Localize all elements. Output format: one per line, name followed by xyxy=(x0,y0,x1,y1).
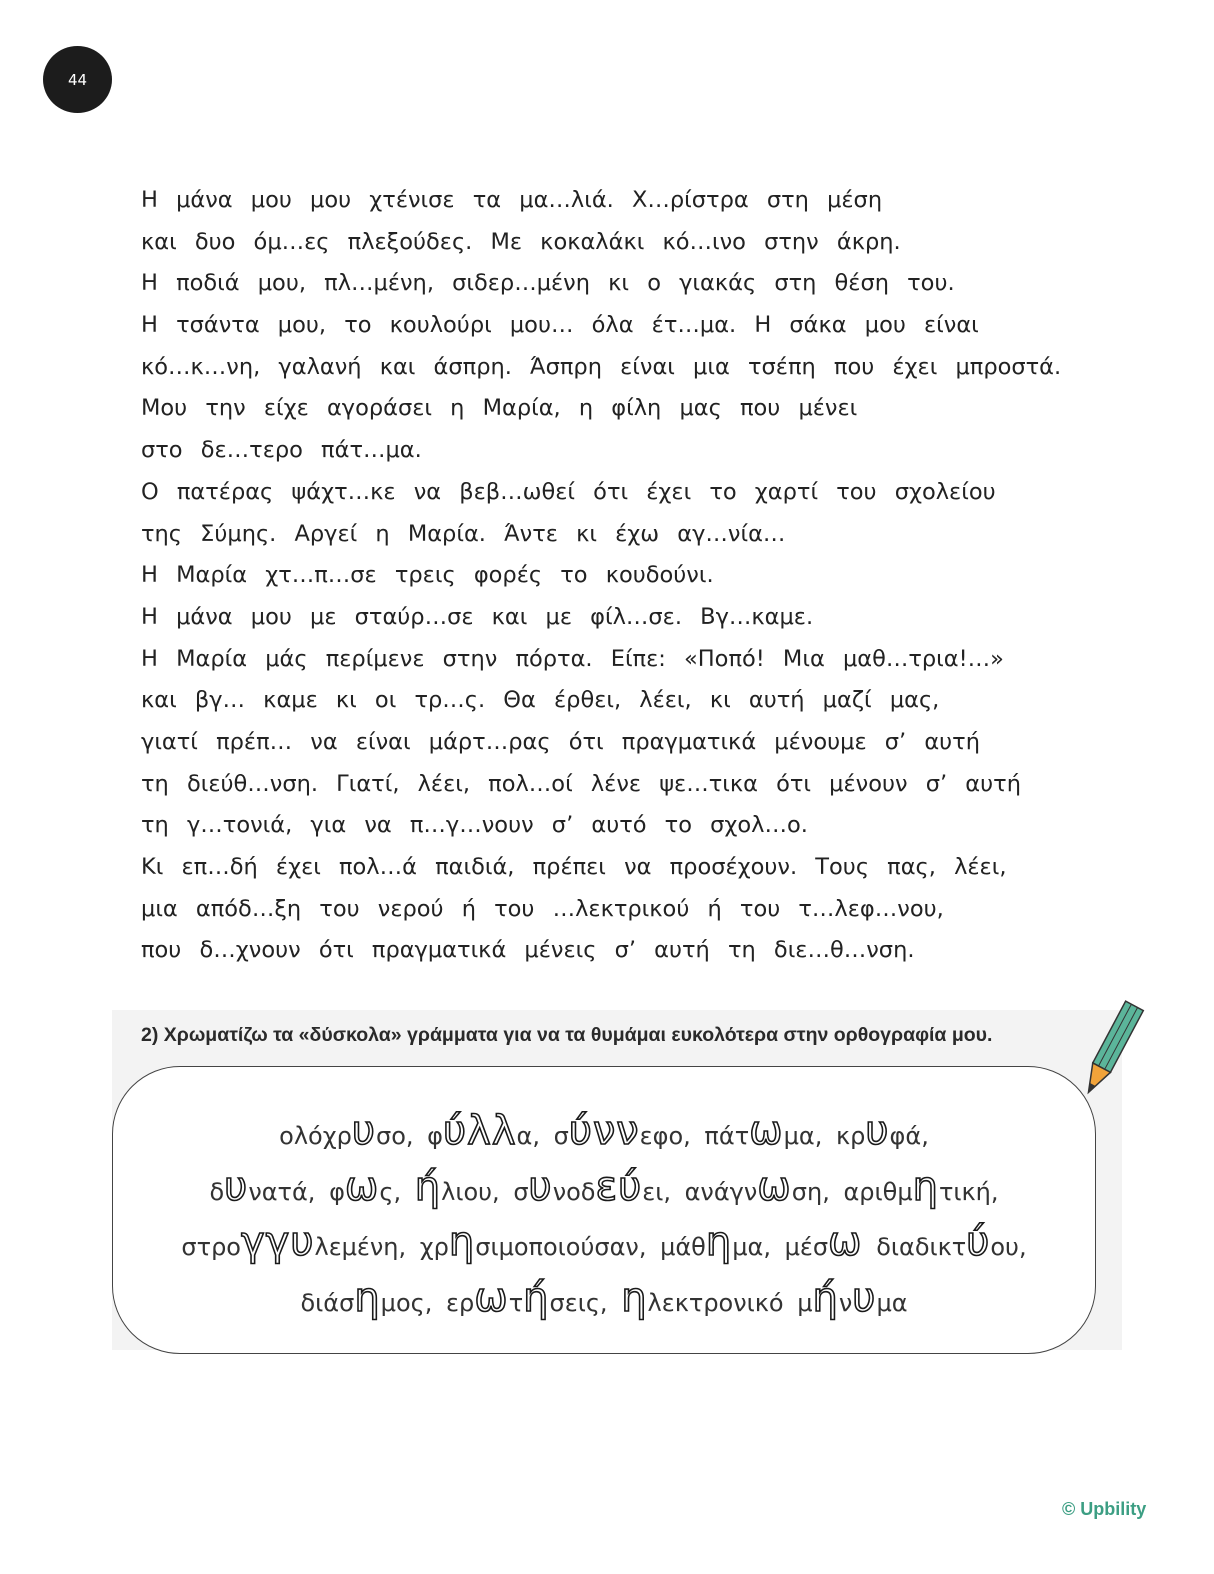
word-part: σο, xyxy=(375,1122,414,1150)
outlined-letters[interactable]: ύνν xyxy=(568,1108,640,1154)
exercise-line: μια απόδ…ξη του νερού ή του …λεκτρικού ή του τ…λεφ…νου, xyxy=(141,895,944,922)
outlined-letters[interactable]: εύ xyxy=(595,1163,643,1210)
word-part: σεις, xyxy=(549,1288,608,1317)
exercise-line: Η Μαρία μάς περίμενε στην πόρτα. Είπε: «Ποπό! Μια μαθ…τρια!…» xyxy=(141,645,1004,672)
word xyxy=(279,1108,414,1154)
word-line xyxy=(112,1271,1096,1327)
word-part: ς, xyxy=(379,1177,402,1206)
word-part: νοδ xyxy=(552,1177,596,1206)
exercise-line: Ο πατέρας ψάχτ…κε να βεβ…ωθεί ότι έχει το χαρτί του σχολείου xyxy=(141,478,996,505)
exercise-line: της Σύμης. Αργεί η Μαρία. Άντε κι έχω αγ…νία… xyxy=(141,520,786,547)
word-part: ανάγν xyxy=(684,1177,758,1206)
word-part: φ xyxy=(329,1177,345,1206)
word xyxy=(329,1163,402,1210)
exercise-line: και βγ… καμε κι οι τρ…ς. Θα έρθει, λέει, κι αυτή μαζί μας, xyxy=(141,687,940,714)
word-part: ερ xyxy=(445,1288,475,1317)
outlined-letters[interactable]: υ xyxy=(224,1163,249,1210)
word-part: μα xyxy=(876,1288,908,1317)
word xyxy=(660,1219,771,1266)
outlined-letters[interactable]: υ xyxy=(528,1163,553,1210)
word xyxy=(419,1219,647,1266)
outlined-letters[interactable]: ύ xyxy=(966,1219,991,1266)
word-list xyxy=(112,1104,1096,1326)
outlined-letters[interactable]: ω xyxy=(344,1163,380,1210)
word xyxy=(684,1163,830,1210)
exercise-line: Η τσάντα μου, το κουλούρι μου… όλα έτ…μα. Η σάκα μου είναι xyxy=(141,312,979,339)
outlined-letters[interactable]: υ xyxy=(852,1274,877,1321)
page-number: 44 xyxy=(67,70,88,89)
word-part: ν xyxy=(838,1288,853,1317)
outlined-letters[interactable]: η xyxy=(705,1219,733,1266)
word xyxy=(513,1163,671,1210)
word-line xyxy=(112,1104,1096,1160)
word xyxy=(553,1108,691,1154)
outlined-letters[interactable]: γγυ xyxy=(240,1219,315,1266)
outlined-letters[interactable]: υ xyxy=(865,1108,890,1154)
word-part: μος, xyxy=(380,1288,433,1317)
exercise-line: Κι επ…δή έχει πολ…ά παιδιά, πρέπει να προσέχουν. Τους πας, λέει, xyxy=(141,854,1007,880)
word-part: ολόχρ xyxy=(279,1122,352,1150)
word-part: ει, xyxy=(642,1177,671,1206)
word-part: λεμένη, xyxy=(314,1233,407,1262)
exercise-line: που δ…χνουν ότι πραγματικά μένεις σ’ αυτή τη διε…θ…νση. xyxy=(141,937,915,964)
word-part: τ xyxy=(508,1288,524,1317)
exercise-line: τη γ…τονιά, για να π…γ…νουν σ’ αυτό το σχολ…ο. xyxy=(141,812,808,839)
word-part: μα, xyxy=(732,1233,771,1262)
word-line xyxy=(112,1160,1096,1216)
word-part: πάτ xyxy=(704,1122,750,1150)
exercise-line: Η Μαρία χτ…π…σε τρεις φορές το κουδούνι. xyxy=(141,562,714,589)
word-part: διαδικτ xyxy=(876,1233,967,1262)
word xyxy=(414,1163,500,1210)
word-part: τική, xyxy=(938,1177,999,1206)
word-part: ση, xyxy=(791,1177,830,1206)
exercise-line: Η μάνα μου μου χτένισε τα μα…λιά. Χ…ρίστρα στη μέση xyxy=(141,187,883,213)
word-part: α, xyxy=(516,1122,540,1150)
exercise-line: Η ποδιά μου, πλ…μένη, σιδερ…μένη κι ο γιακάς στη θέση του. xyxy=(141,270,955,297)
word-part: μάθ xyxy=(660,1233,706,1262)
outlined-letters[interactable]: ή xyxy=(523,1274,550,1321)
word-part: μέσ xyxy=(784,1233,829,1262)
word-part: αριθμ xyxy=(843,1177,913,1206)
exercise-line: Η μάνα μου με σταύρ…σε και με φίλ…σε. Βγ…καμε. xyxy=(141,603,814,630)
word xyxy=(300,1274,433,1321)
word-part: σιμοποιούσαν, xyxy=(475,1233,647,1262)
exercise-line: γιατί πρέπ… να είναι μάρτ…ρας ότι πραγματικά μένουμε σ’ αυτή xyxy=(141,728,980,755)
word-part: φά, xyxy=(889,1122,929,1150)
word-part: μ xyxy=(797,1288,813,1317)
word xyxy=(784,1219,863,1266)
word-part: λεκτρονικό xyxy=(647,1288,784,1317)
word-part: σ xyxy=(513,1177,529,1206)
word-part: διάσ xyxy=(300,1288,355,1317)
outlined-letters[interactable]: ω xyxy=(828,1219,863,1266)
word xyxy=(209,1163,316,1210)
exercise-line: τη διεύθ…νση. Γιατί, λέει, πολ…οί λένε ψε…τικα ότι μένουν σ’ αυτή xyxy=(141,770,1021,797)
word-part: χρ xyxy=(419,1233,449,1262)
word-part: στρο xyxy=(181,1233,241,1262)
word xyxy=(836,1108,929,1154)
word-part: νατά, xyxy=(248,1177,316,1206)
outlined-letters[interactable]: ύλλ xyxy=(443,1108,517,1154)
page-number-badge xyxy=(43,46,112,113)
word-part: δ xyxy=(209,1177,225,1206)
outlined-letters[interactable]: η xyxy=(354,1274,381,1321)
word-part: φ xyxy=(427,1122,443,1150)
exercise-line: κό…κ…νη, γαλανή και άσπρη. Άσπρη είναι μια τσέπη που έχει μπροστά. xyxy=(141,353,1062,380)
word-part: λιου, xyxy=(441,1177,500,1206)
exercise-text xyxy=(141,180,1101,972)
copyright-notice: © Upbility xyxy=(1062,1499,1147,1519)
exercise-line: στο δε…τερο πάτ…μα. xyxy=(141,437,422,464)
word xyxy=(445,1274,608,1321)
outlined-letters[interactable]: ή xyxy=(414,1163,442,1210)
word xyxy=(181,1219,407,1266)
word xyxy=(843,1163,999,1210)
word-part: εφο, xyxy=(639,1122,691,1150)
word-part: ου, xyxy=(990,1233,1027,1262)
word xyxy=(876,1219,1027,1266)
word-part: κρ xyxy=(836,1122,866,1150)
task-instruction: 2) Χρωματίζω τα «δύσκολα» γράμματα για να τα θυμάμαι ευκολότερα στην ορθογραφία μου. xyxy=(141,1024,993,1046)
word xyxy=(797,1274,908,1321)
word xyxy=(621,1274,784,1321)
word-line xyxy=(112,1215,1096,1271)
word xyxy=(704,1108,823,1154)
exercise-line: Μου την είχε αγοράσει η Μαρία, η φίλη μας που μένει xyxy=(141,395,858,422)
word-part: σ xyxy=(553,1122,569,1150)
outlined-letters[interactable]: ή xyxy=(812,1274,839,1321)
outlined-letters[interactable]: ω xyxy=(474,1274,509,1321)
outlined-letters[interactable]: η xyxy=(448,1219,476,1266)
outlined-letters[interactable]: ω xyxy=(757,1163,792,1210)
word-part: μα, xyxy=(783,1122,823,1150)
outlined-letters[interactable]: η xyxy=(621,1274,648,1321)
pencil-icon xyxy=(1076,996,1146,1104)
outlined-letters[interactable]: υ xyxy=(351,1108,376,1154)
word xyxy=(427,1108,540,1154)
outlined-letters[interactable]: η xyxy=(912,1163,939,1210)
exercise-line: και δυο όμ…ες πλεξούδες. Με κοκαλάκι κό…ινο στην άκρη. xyxy=(141,228,901,255)
outlined-letters[interactable]: ω xyxy=(749,1108,784,1154)
